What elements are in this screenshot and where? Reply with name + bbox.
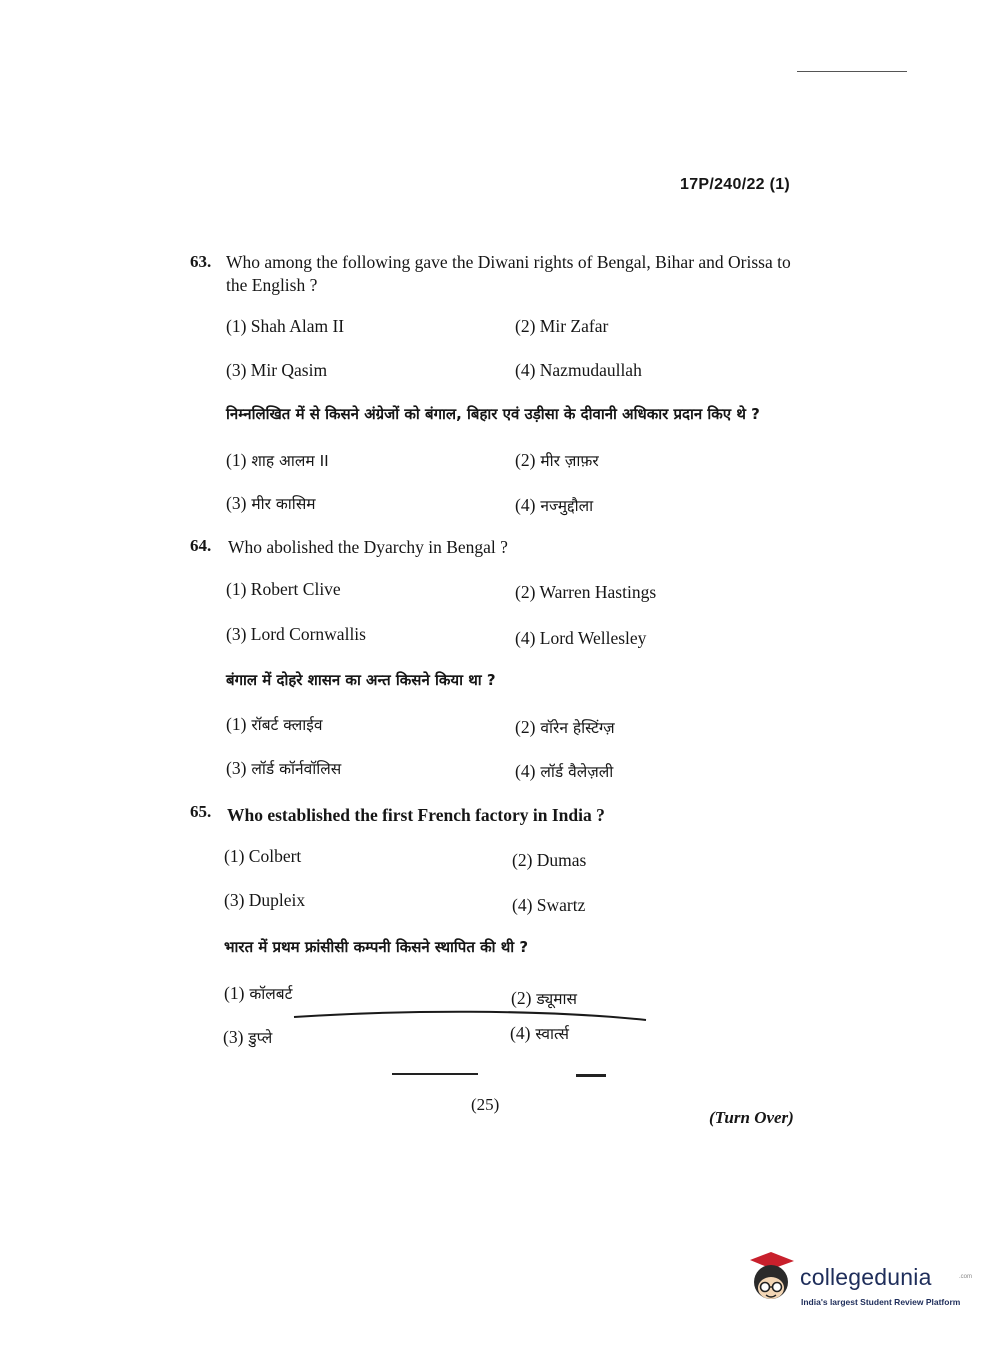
option-hi: (2) ड्यूमास [511, 988, 577, 1008]
page-number: (25) [471, 1095, 500, 1114]
option-en: (3) Dupleix [224, 890, 306, 910]
option-en: (3) Mir Qasim [226, 360, 328, 380]
option-hi: (3) लॉर्ड कॉर्नवॉलिस [226, 758, 342, 778]
question-text-en: Who established the first French factory in India ? [227, 805, 605, 825]
question-text-en: Who among the following gave the Diwani rights of Bengal, Bihar and Orissa to the English ? [226, 252, 791, 295]
scan-smudge [576, 1074, 606, 1077]
option-hi: (2) मीर ज़ाफ़र [515, 450, 599, 470]
question-text-hi: भारत में प्रथम फ्रांसीसी कम्पनी किसने स्थापित की थी ? [224, 938, 529, 956]
question-number: 63. [190, 252, 212, 271]
paper-code: 17P/240/22 (1) [680, 176, 791, 193]
brand-domain: .com [959, 1274, 973, 1280]
scan-stroke [290, 1005, 650, 1027]
question-number: 65. [190, 802, 212, 821]
option-en: (4) Lord Wellesley [515, 628, 647, 648]
option-en: (4) Swartz [512, 895, 586, 915]
option-hi: (1) कॉलबर्ट [224, 983, 293, 1003]
option-hi: (1) शाह आलम II [226, 450, 329, 470]
option-en: (2) Dumas [512, 850, 587, 870]
option-hi: (4) स्वार्त्स [510, 1023, 569, 1043]
option-en: (1) Shah Alam II [226, 316, 345, 336]
brand-tagline: India's largest Student Review Platform [801, 1297, 961, 1307]
scan-smudge [392, 1073, 478, 1075]
option-en: (2) Mir Zafar [515, 316, 609, 336]
option-hi: (1) रॉबर्ट क्लाईव [226, 714, 323, 734]
option-en: (1) Robert Clive [226, 579, 341, 599]
option-hi: (4) लॉर्ड वैलेज़ली [515, 761, 614, 781]
question-text-hi: निम्नलिखित में से किसने अंग्रेजों को बंगाल, बिहार एवं उड़ीसा के दीवानी अधिकार प्रदान किए थे ? [226, 405, 760, 423]
option-hi: (4) नज्मुद्दौला [515, 495, 594, 515]
question-number: 64. [190, 536, 212, 555]
option-hi: (3) डुप्ले [223, 1027, 273, 1047]
option-en: (3) Lord Cornwallis [226, 624, 366, 644]
option-hi: (2) वॉरेन हेस्टिंग्ज़ [515, 717, 615, 737]
turn-over-label: (Turn Over) [709, 1108, 794, 1127]
mascot-icon [742, 1250, 800, 1312]
question-text-en: Who abolished the Dyarchy in Bengal ? [228, 537, 508, 557]
question-text-hi: बंगाल में दोहरे शासन का अन्त किसने किया था ? [226, 671, 496, 689]
brand-name: collegedunia [800, 1264, 932, 1290]
option-en: (1) Colbert [224, 846, 302, 866]
top-rule [797, 71, 907, 72]
option-en: (2) Warren Hastings [515, 582, 657, 602]
option-en: (4) Nazmudaullah [515, 360, 642, 380]
option-hi: (3) मीर कासिम [226, 493, 316, 513]
